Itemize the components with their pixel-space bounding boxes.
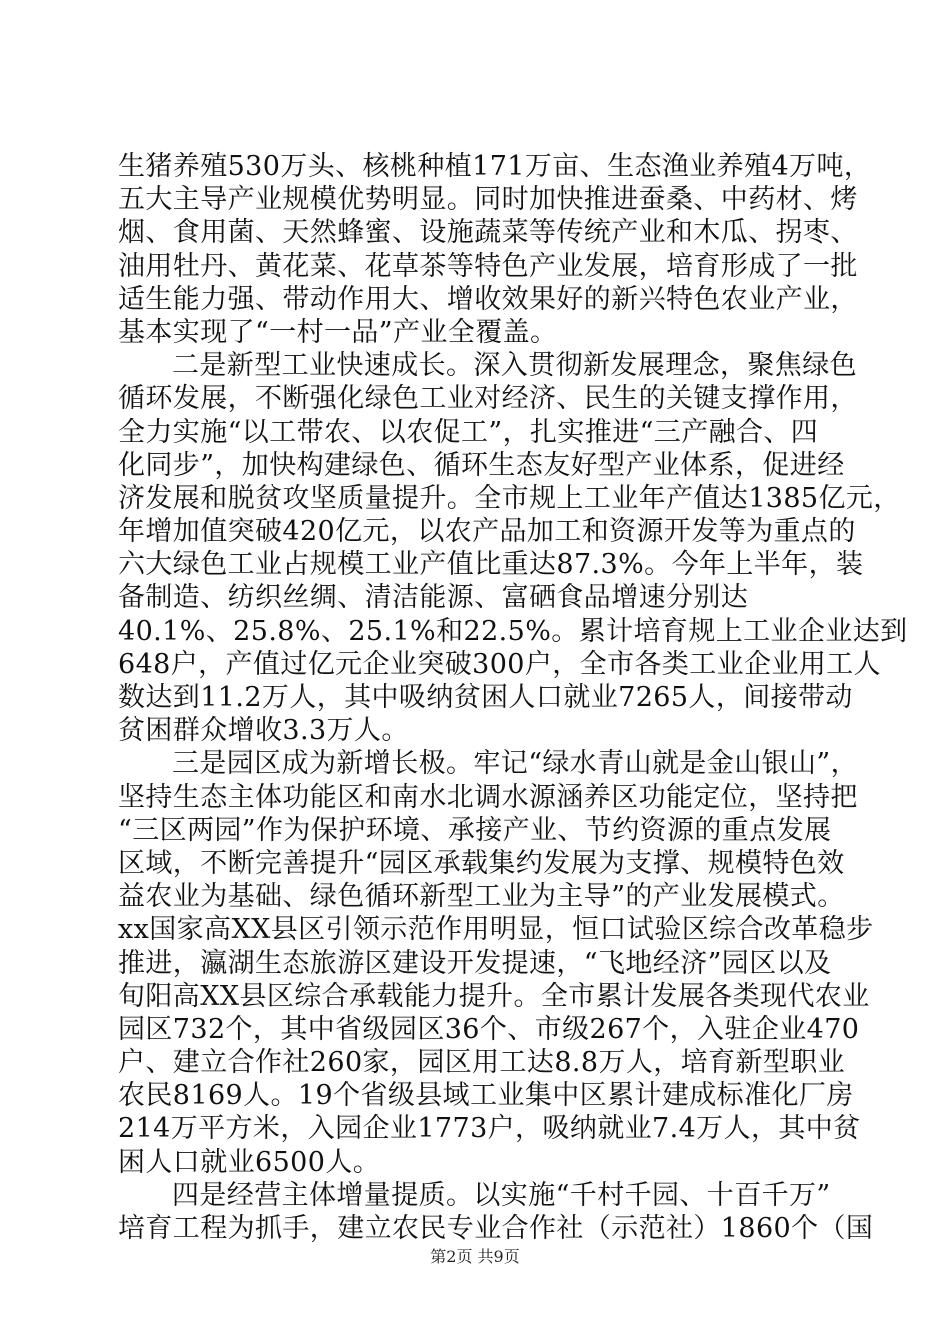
text-line: 648户，产值过亿元企业突破300户，全市各类工业企业用工人: [118, 648, 882, 680]
text-line: 基本实现了“一村一品”产业全覆盖。: [118, 316, 558, 348]
text-line: 备制造、纺织丝绸、清洁能源、富硒食品增速分别达: [118, 582, 749, 614]
text-line: 年增加值突破420亿元，以农产品加工和资源开发等为重点的: [118, 516, 856, 548]
text-line: 坚持生态主体功能区和南水北调水源涵养区功能定位，坚持把: [118, 781, 858, 813]
text-line: 循环发展，不断强化绿色工业对经济、民生的关键支撑作用，: [118, 383, 858, 415]
paragraph-start-line: 二是新型工业快速成长。深入贯彻新发展理念，聚焦绿色: [172, 350, 857, 382]
text-line: 济发展和脱贫攻坚质量提升。全市规上工业年产值达1385亿元，: [118, 482, 901, 514]
body-text: [118, 150, 908, 1245]
text-line: 农民8169人。19个省级县域工业集中区累计建成标准化厂房: [118, 1080, 854, 1112]
text-line: 214万平方米，入园企业1773户，吸纳就业7.4万人，其中贫: [118, 1113, 861, 1145]
text-line: 园区732个，其中省级园区36个、市级267个，入驻企业470: [118, 1013, 860, 1045]
text-line: 户、建立合作社260家，园区用工达8.8万人，培育新型职业: [118, 1047, 846, 1079]
text-line: 区域，不断完善提升“园区承载集约发展为支撑、规模特色效: [118, 847, 845, 879]
text-line: 五大主导产业规模优势明显。同时加快推进蚕桑、中药材、烤: [118, 184, 858, 216]
paragraph-start-line: 三是园区成为新增长极。牢记“绿水青山就是金山银山”，: [172, 748, 859, 780]
text-line: 数达到11.2万人，其中吸纳贫困人口就业7265人，间接带动: [118, 682, 853, 713]
text-line: 益农业为基础、绿色循环新型工业为主导”的产业发展模式。: [118, 881, 845, 913]
text-line: 困人口就业6500人。: [118, 1146, 381, 1178]
text-line: 推进，瀛湖生态旅游区建设开发提速，“飞地经济”园区以及: [118, 947, 832, 979]
text-line: 烟、食用菌、天然蜂蜜、设施蔬菜等传统产业和木瓜、拐枣、: [118, 217, 858, 249]
text-line: 油用牡丹、黄花菜、花草茶等特色产业发展，培育形成了一批: [118, 250, 858, 282]
text-line: 生猪养殖530万头、核桃种植171万亩、生态渔业养殖4万吨，: [118, 151, 872, 182]
text-line: 贫困群众增收3.3万人。: [118, 715, 409, 747]
paragraph-start-line: 四是经营主体增量提质。以实施“千村千园、十百千万”: [172, 1179, 831, 1211]
text-line: 化同步”，加快构建绿色、循环生态友好型产业体系，促进经: [118, 449, 845, 481]
text-line: xx国家高XX县区引领示范作用明显，恒口试验区综合改革稳步: [118, 914, 874, 946]
text-line: 六大绿色工业占规模工业产值比重达87.3%。今年上半年，装: [118, 549, 864, 581]
page-number-footer: 第2页 共9页: [430, 1247, 520, 1266]
text-line: “三区两园”作为保护环境、承接产业、节约资源的重点发展: [118, 814, 832, 846]
text-line: 适生能力强、带动作用大、增收效果好的新兴特色农业产业，: [118, 283, 858, 315]
text-line: 40.1%、25.8%、25.1%和22.5%。累计培育规上工业企业达到: [118, 615, 908, 647]
text-line: 培育工程为抓手，建立农民专业合作社（示范社）1860个（国: [118, 1213, 874, 1244]
text-line: 旬阳高XX县区综合承载能力提升。全市累计发展各类现代农业: [118, 980, 870, 1012]
text-line: 全力实施“以工带农、以农促工”，扎实推进“三产融合、四: [118, 416, 819, 448]
